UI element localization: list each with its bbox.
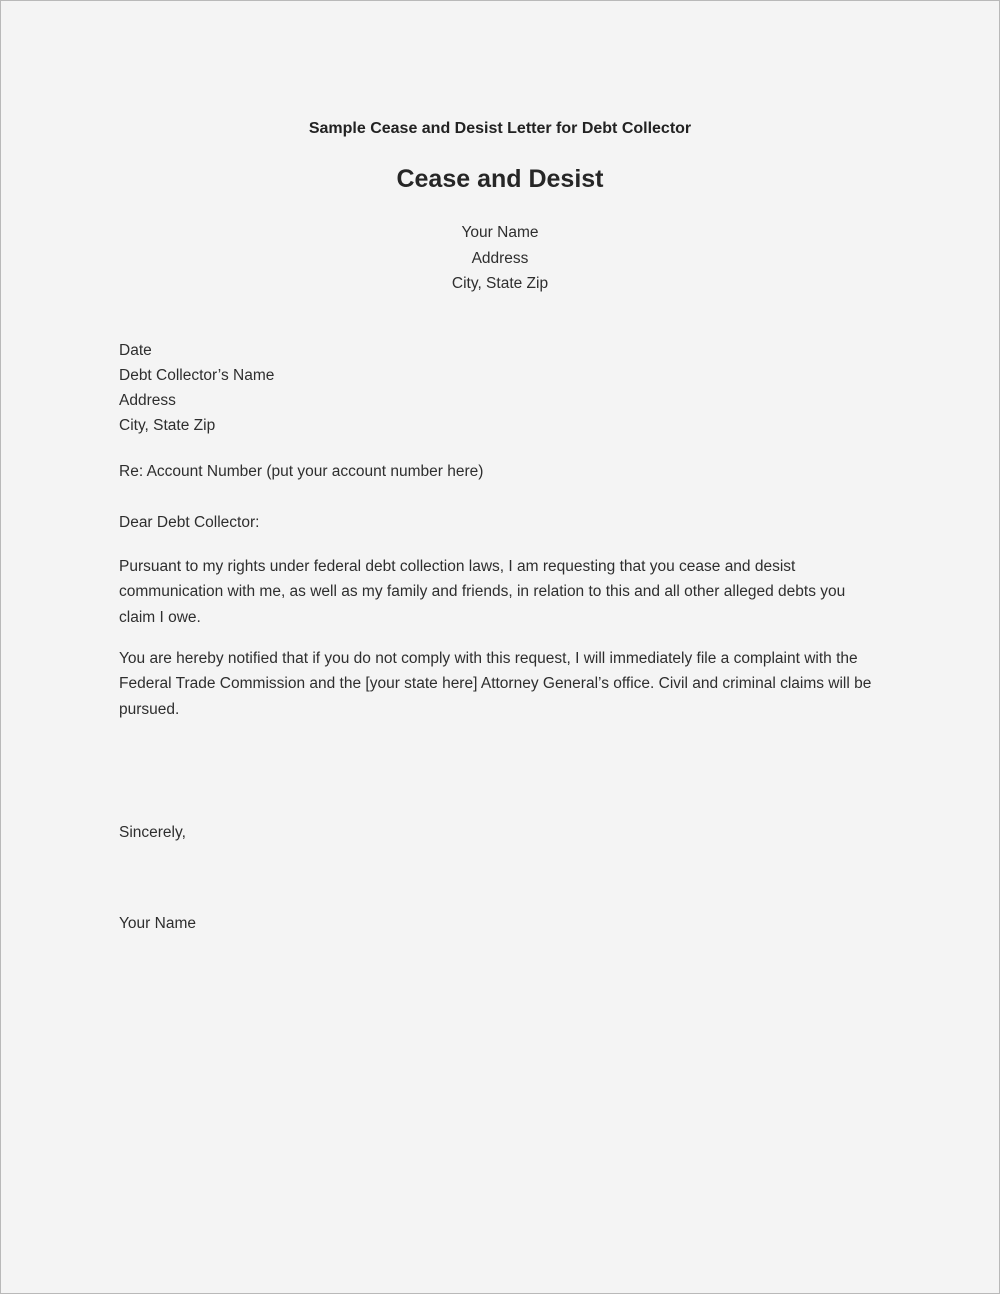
sender-address: Address	[471, 249, 529, 267]
sender-block	[1, 220, 999, 297]
sender-city-state-zip: City, State Zip	[451, 275, 549, 292]
closing: Sincerely,	[119, 824, 186, 841]
sender-name: Your Name	[461, 224, 539, 241]
letter-date: Date	[119, 342, 152, 359]
recipient-address: Address	[119, 392, 176, 409]
body-paragraph-1: Pursuant to my rights under federal debt collection laws, I am requesting that you cease and desist communication with me, as well as my family and friends, in relation to this and all other alleged debts you claim I owe.	[119, 558, 846, 626]
recipient-name: Debt Collector’s Name	[119, 367, 275, 384]
signature-name: Your Name	[119, 915, 196, 932]
document-heading: Sample Cease and Desist Letter for Debt Collector	[308, 120, 692, 137]
letter-title: Cease and Desist	[396, 165, 604, 193]
recipient-city-state-zip: City, State Zip	[119, 417, 216, 434]
recipient-block	[119, 338, 274, 438]
body-paragraph-2: You are hereby notified that if you do not comply with this request, I will immediately file a complaint with the Federal Trade Commission and the [your state here] Attorney General’s office. Civil and criminal claims will be pursued.	[119, 650, 872, 718]
salutation: Dear Debt Collector:	[119, 514, 260, 531]
re-line: Re: Account Number (put your account number here)	[119, 463, 484, 480]
